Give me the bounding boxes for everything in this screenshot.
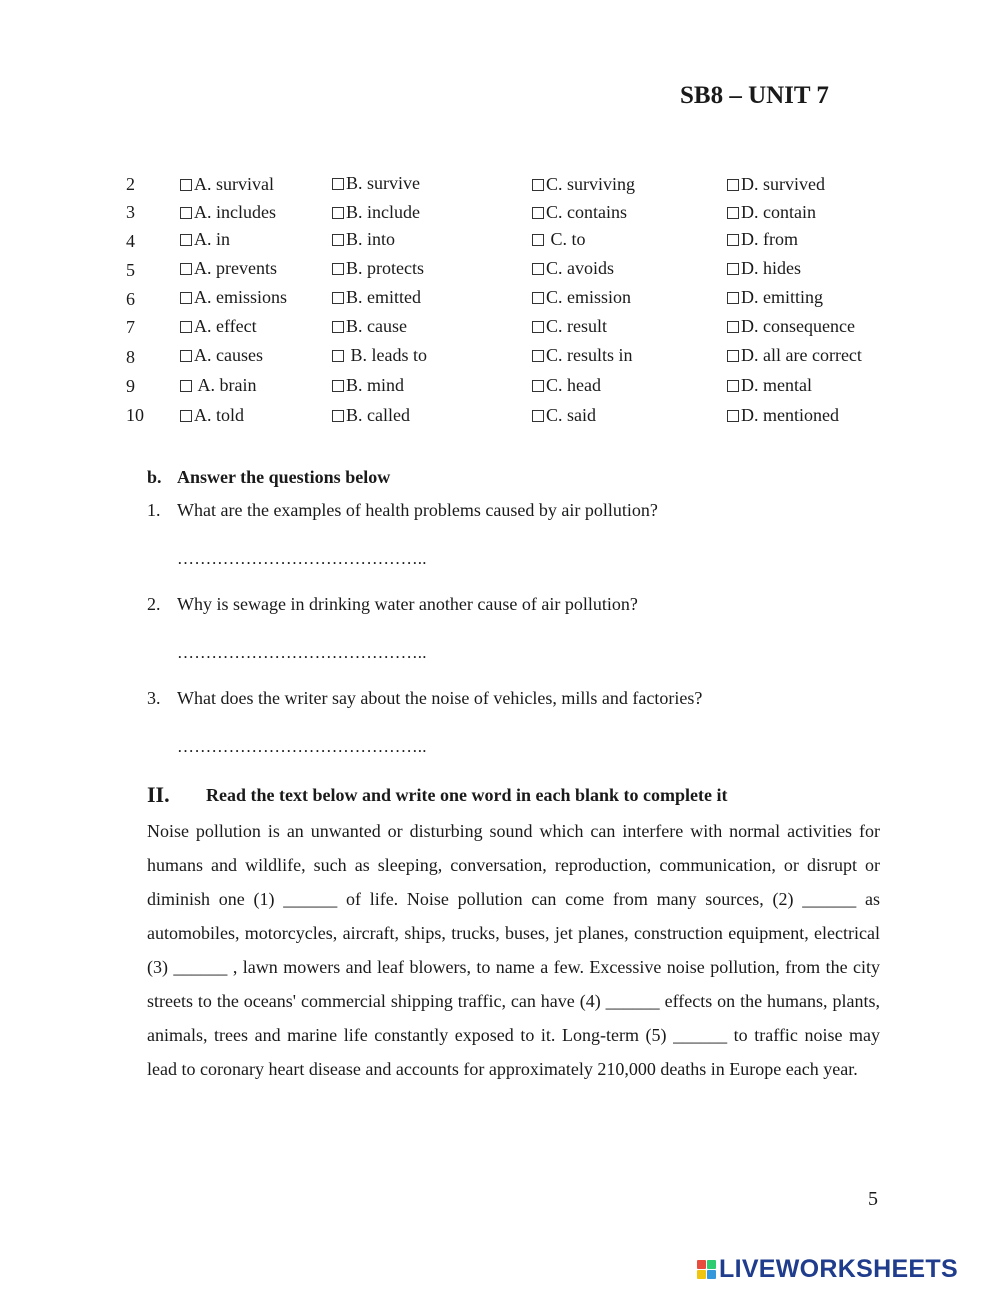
checkbox-icon[interactable] — [727, 350, 739, 362]
question-number: 3 — [126, 202, 135, 222]
option-a[interactable]: A. told — [180, 405, 244, 426]
page-title: SB8 – UNIT 7 — [680, 82, 829, 109]
page-number: 5 — [868, 1188, 878, 1210]
section-b-title: Answer the questions below — [177, 467, 391, 487]
option-a[interactable]: A. survival — [180, 174, 274, 195]
checkbox-icon[interactable] — [532, 380, 544, 392]
option-d[interactable]: D. contain — [727, 202, 816, 223]
option-d[interactable]: D. mentioned — [727, 405, 839, 426]
option-b[interactable]: B. emitted — [332, 287, 421, 308]
option-c[interactable]: C. avoids — [532, 258, 614, 279]
option-c[interactable]: C. emission — [532, 287, 631, 308]
option-d[interactable]: D. hides — [727, 258, 801, 279]
checkbox-icon[interactable] — [332, 263, 344, 275]
option-b[interactable]: B. mind — [332, 375, 404, 396]
option-b[interactable]: B. survive — [332, 173, 420, 194]
blank-1[interactable]: ______ — [283, 889, 338, 909]
checkbox-icon[interactable] — [532, 410, 544, 422]
logo-mark-icon — [697, 1260, 716, 1279]
question-number: 8 — [126, 347, 135, 367]
option-d[interactable]: D. consequence — [727, 316, 855, 337]
option-d[interactable]: D. survived — [727, 174, 825, 195]
section-b-letter: b. — [147, 467, 162, 487]
checkbox-icon[interactable] — [332, 292, 344, 304]
logo-text: LIVEWORKSHEETS — [719, 1254, 958, 1283]
option-b[interactable]: B. leads to — [332, 345, 427, 366]
option-a[interactable]: A. causes — [180, 345, 263, 366]
checkbox-icon[interactable] — [180, 350, 192, 362]
checkbox-icon[interactable] — [180, 380, 192, 392]
section-2-title: Read the text below and write one word in each blank to complete it — [206, 785, 728, 805]
answer-field[interactable]: …………………………………….. — [177, 737, 427, 756]
liveworksheets-logo[interactable] — [697, 1256, 958, 1282]
option-a[interactable]: A. in — [180, 229, 230, 250]
option-c[interactable]: C. head — [532, 375, 601, 396]
option-b[interactable]: B. include — [332, 202, 420, 223]
question-number: 7 — [126, 317, 135, 337]
checkbox-icon[interactable] — [332, 380, 344, 392]
option-c[interactable]: C. said — [532, 405, 596, 426]
option-a[interactable]: A. includes — [180, 202, 276, 223]
question-number: 10 — [126, 405, 144, 425]
checkbox-icon[interactable] — [332, 321, 344, 333]
option-c[interactable]: C. result — [532, 316, 607, 337]
checkbox-icon[interactable] — [180, 263, 192, 275]
blank-4[interactable]: ______ — [605, 991, 660, 1011]
checkbox-icon[interactable] — [332, 207, 344, 219]
checkbox-icon[interactable] — [532, 179, 544, 191]
option-b[interactable]: B. into — [332, 229, 395, 250]
checkbox-icon[interactable] — [332, 178, 344, 190]
passage-text: effects on the humans, plants, animals, trees and marine life constantly exposed to it. Long-term (5) — [147, 991, 880, 1045]
question-number: 9 — [126, 376, 135, 396]
passage-text: to traffic noise may lead to coronary heart disease and accounts for approximately 210,000 deaths in Europe each year. — [147, 1025, 881, 1079]
option-a[interactable]: A. effect — [180, 316, 257, 337]
question-number: 5 — [126, 260, 135, 280]
option-b[interactable]: B. called — [332, 405, 410, 426]
checkbox-icon[interactable] — [727, 179, 739, 191]
checkbox-icon[interactable] — [180, 207, 192, 219]
option-c[interactable]: C. results in — [532, 345, 633, 366]
option-b[interactable]: B. protects — [332, 258, 424, 279]
checkbox-icon[interactable] — [727, 207, 739, 219]
checkbox-icon[interactable] — [727, 380, 739, 392]
question-text: What are the examples of health problems caused by air pollution? — [177, 500, 658, 520]
option-d[interactable]: D. from — [727, 229, 798, 250]
option-a[interactable]: A. brain — [180, 375, 257, 396]
question-text: Why is sewage in drinking water another cause of air pollution? — [177, 594, 638, 614]
question-text: What does the writer say about the noise of vehicles, mills and factories? — [177, 688, 703, 708]
checkbox-icon[interactable] — [727, 234, 739, 246]
checkbox-icon[interactable] — [532, 263, 544, 275]
checkbox-icon[interactable] — [532, 234, 544, 246]
question-number: 4 — [126, 231, 135, 251]
passage-text: Noise pollution is an unwanted or disturbing sound which can interfere with normal activities for humans and wildlife, such as sleeping, conversation, reproduction, communication, or disrupt or diminish one (1) — [147, 821, 880, 909]
checkbox-icon[interactable] — [727, 321, 739, 333]
cloze-passage — [147, 814, 880, 1086]
passage-text: , lawn mowers and leaf blowers, to name a few. Excessive noise pollution, from the city streets to the oceans' commercial shipping traffic, can have (4) — [147, 957, 880, 1011]
blank-2[interactable]: ______ — [802, 889, 857, 909]
checkbox-icon[interactable] — [727, 292, 739, 304]
checkbox-icon[interactable] — [532, 321, 544, 333]
checkbox-icon[interactable] — [332, 234, 344, 246]
checkbox-icon[interactable] — [180, 292, 192, 304]
option-c[interactable]: C. surviving — [532, 174, 635, 195]
question-number: 3. — [147, 688, 161, 708]
answer-field[interactable]: …………………………………….. — [177, 549, 427, 568]
checkbox-icon[interactable] — [532, 350, 544, 362]
option-d[interactable]: D. all are correct — [727, 345, 862, 366]
answer-field[interactable]: …………………………………….. — [177, 643, 427, 662]
checkbox-icon[interactable] — [180, 410, 192, 422]
option-c[interactable]: C. to — [532, 229, 586, 250]
question-number: 2 — [126, 174, 135, 194]
logo-square — [697, 1260, 706, 1269]
blank-3[interactable]: ______ — [173, 957, 228, 977]
option-d[interactable]: D. mental — [727, 375, 812, 396]
logo-square — [707, 1260, 716, 1269]
checkbox-icon[interactable] — [180, 321, 192, 333]
checkbox-icon[interactable] — [727, 410, 739, 422]
logo-square — [707, 1270, 716, 1279]
question-number: 1. — [147, 500, 161, 520]
section-2-numeral: II. — [147, 782, 170, 807]
checkbox-icon[interactable] — [332, 350, 344, 362]
logo-square — [697, 1270, 706, 1279]
checkbox-icon[interactable] — [532, 207, 544, 219]
option-c[interactable]: C. contains — [532, 202, 627, 223]
question-number: 6 — [126, 289, 135, 309]
passage-text: of life. Noise pollution can come from many sources, (2) — [337, 889, 803, 909]
option-d[interactable]: D. emitting — [727, 287, 823, 308]
option-a[interactable]: A. emissions — [180, 287, 287, 308]
blank-5[interactable]: ______ — [673, 1025, 728, 1045]
checkbox-icon[interactable] — [727, 263, 739, 275]
checkbox-icon[interactable] — [180, 179, 192, 191]
passage-text: as automobiles, motorcycles, aircraft, ships, trucks, buses, jet planes, construction equipment, electrical (3) — [147, 889, 881, 977]
option-a[interactable]: A. prevents — [180, 258, 277, 279]
checkbox-icon[interactable] — [180, 234, 192, 246]
question-number: 2. — [147, 594, 161, 614]
option-b[interactable]: B. cause — [332, 316, 407, 337]
checkbox-icon[interactable] — [332, 410, 344, 422]
checkbox-icon[interactable] — [532, 292, 544, 304]
